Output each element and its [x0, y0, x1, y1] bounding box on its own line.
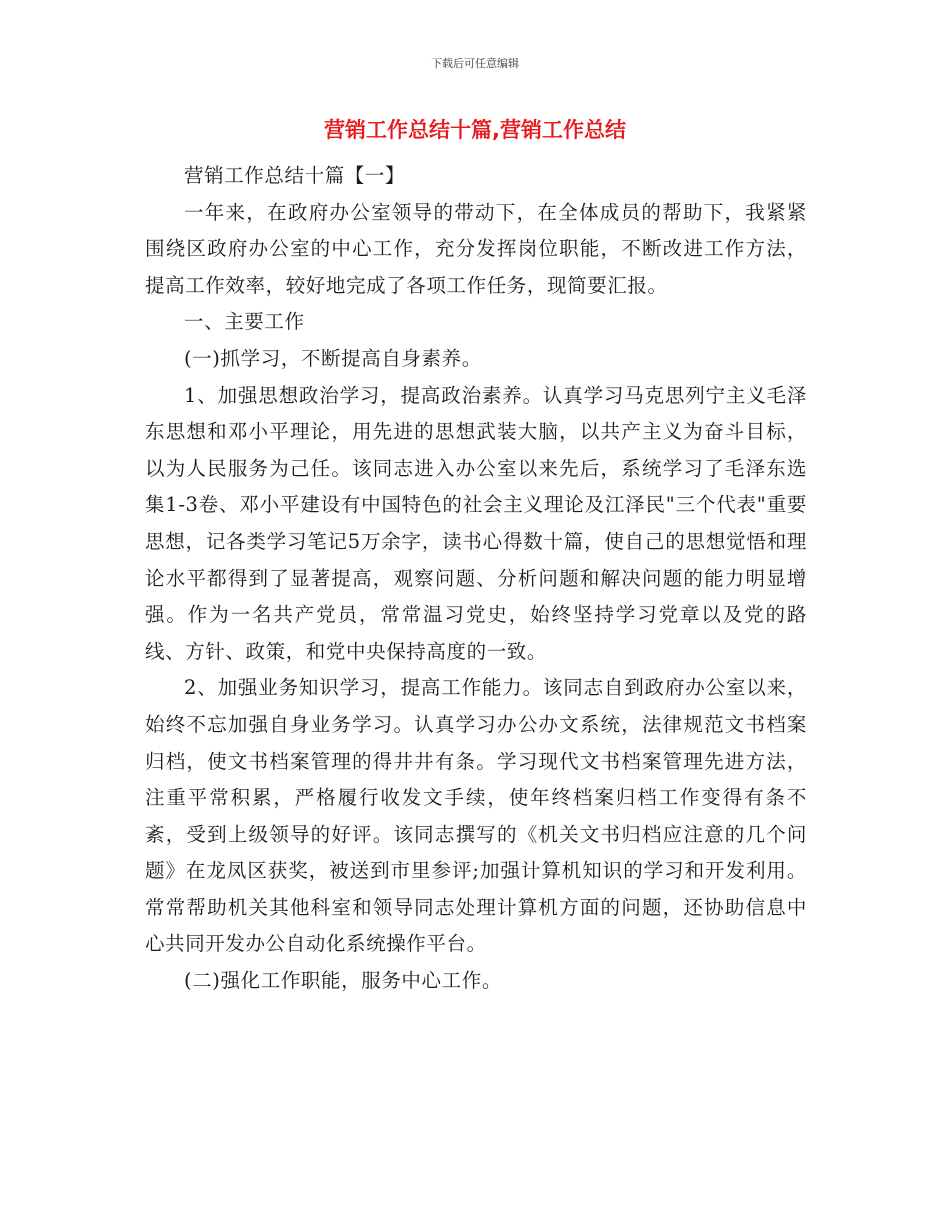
header-note: 下载后可任意编辑 — [431, 57, 519, 70]
paragraph-business-study: 2、加强业务知识学习，提高工作能力。该同志自到政府办公室以来，始终不忘加强自身业务学习。认真学习办公办文系统，法律规范文书档案归档，使文书档案管理的得井井有条。学习现代文书档案管理先进方法，注重平常积累，严格履行收发文手续，使年终档案归档工作变得有条不紊，受到上级领导的好评。该同志撰写的《机关文书归档应注意的几个问题》在龙凤区获奖，被送到市里参评;加强计算机知识的学习和开发利用。常常帮助机关其他科室和领导同志处理计算机方面的问题，还协助信息中心共同开发办公自动化系统操作平台。 — [145, 676, 807, 956]
section-heading: 营销工作总结十篇【一】 — [184, 164, 406, 187]
item-heading: (二)强化工作职能，服务中心工作。 — [184, 969, 502, 993]
item-heading: (一)抓学习，不断提高自身素养。 — [184, 346, 482, 370]
document-body — [145, 158, 807, 1000]
document-title: 营销工作总结十篇,营销工作总结 — [324, 118, 626, 142]
paragraph-political-study: 1、加强思想政治学习，提高政治素养。认真学习马克思列宁主义毛泽东思想和邓小平理论，用先进的思想武装大脑，以共产主义为奋斗目标，以为人民服务为己任。该同志进入办公室以来先后，系统学习了毛泽东选集1-3卷、邓小平建设有中国特色的社会主义理论及江泽民"三个代表"重要思想，记各类学习笔记5万余字，读书心得数十篇，使自己的思想觉悟和理论水平都得到了显著提高，观察问题、分析问题和解决问题的能力明显增强。作为一名共产党员，常常温习党史，始终坚持学习党章以及党的路线、方针、政策，和党中央保持高度的一致。 — [145, 383, 807, 663]
paragraph-intro: 一年来，在政府办公室领导的带动下，在全体成员的帮助下，我紧紧围绕区政府办公室的中心工作，充分发挥岗位职能，不断改进工作方法，提高工作效率，较好地完成了各项工作任务，现简要汇报。 — [145, 200, 807, 297]
subsection-heading: 一、主要工作 — [184, 310, 305, 334]
